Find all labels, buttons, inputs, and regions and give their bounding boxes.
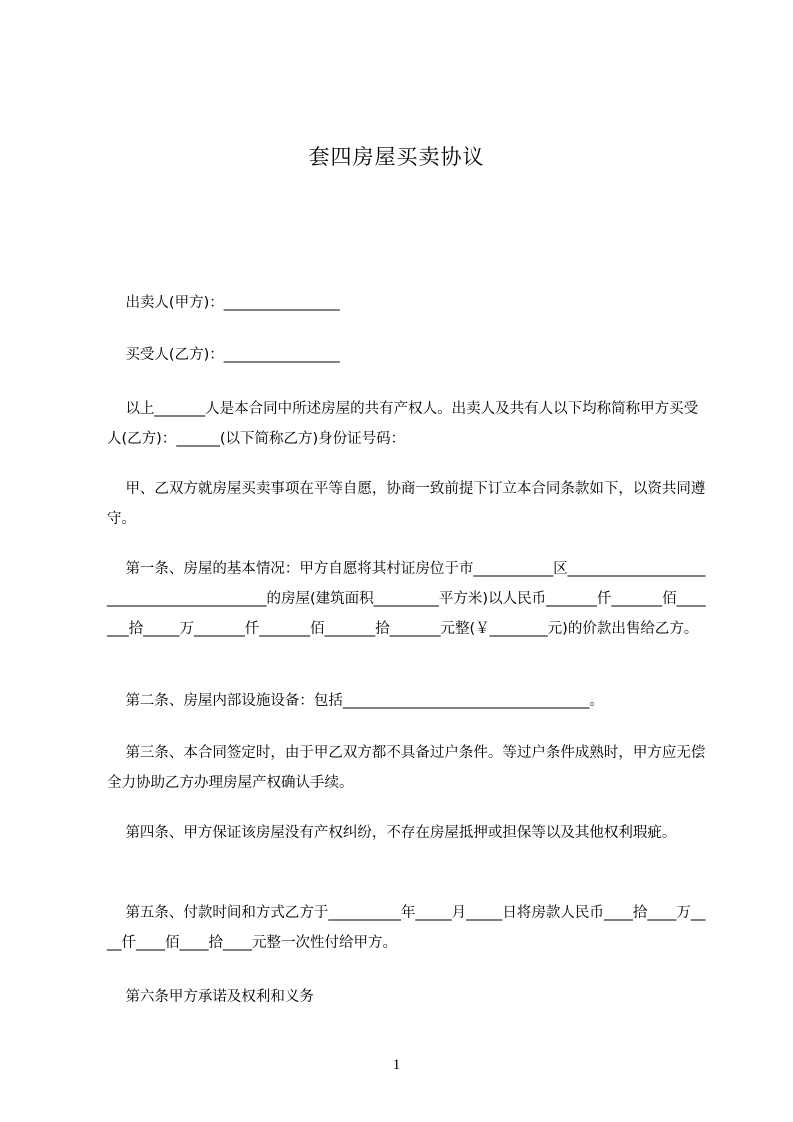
article-2-paragraph: 第二条、房屋内部设施设备：包括__________________________________。: [107, 693, 604, 709]
article-4-paragraph: 第四条、甲方保证该房屋没有产权纠纷，不存在房屋抵押或担保等以及其他权利瑕疵。: [107, 825, 677, 841]
article-5-paragraph: 第五条、付款时间和方式乙方于__________年_____月_____日将房款人民币____拾____万____仟____佰____拾____元整一次性付给甲方。: [107, 905, 706, 951]
article-3-paragraph: 第三条、本合同签定时，由于甲乙双方都不具备过户条件。等过户条件成熟时，甲方应无偿全力协助乙方办理房屋产权确认手续。: [107, 745, 706, 791]
document-title: 套四房屋买卖协议: [308, 145, 485, 169]
article-1-paragraph: 第一条、房屋的基本情况：甲方自愿将其村证房位于市___________区_________________________________________的房屋(建筑面积_________平方米)以人民币_______仟_______佰_______拾_____万_______仟_______佰_______拾_______元整(￥________元)的价款出售给乙方。: [107, 561, 706, 637]
buyer-line: 买受人(乙方)：________________: [107, 347, 340, 363]
preamble-paragraph: 甲、乙双方就房屋买卖事项在平等自愿，协商一致前提下订立本合同条款如下，以资共同遵守。: [107, 481, 706, 527]
page-number: 1: [392, 1057, 401, 1073]
seller-line: 出卖人(甲方)：________________: [107, 295, 340, 311]
article-6-heading: 第六条甲方承诺及权利和义务: [107, 989, 314, 1005]
co-owners-paragraph: 以上_______人是本合同中所述房屋的共有产权人。出卖人及共有人以下均称简称甲方买受人(乙方)：______(以下简称乙方)身份证号码：: [107, 401, 699, 447]
